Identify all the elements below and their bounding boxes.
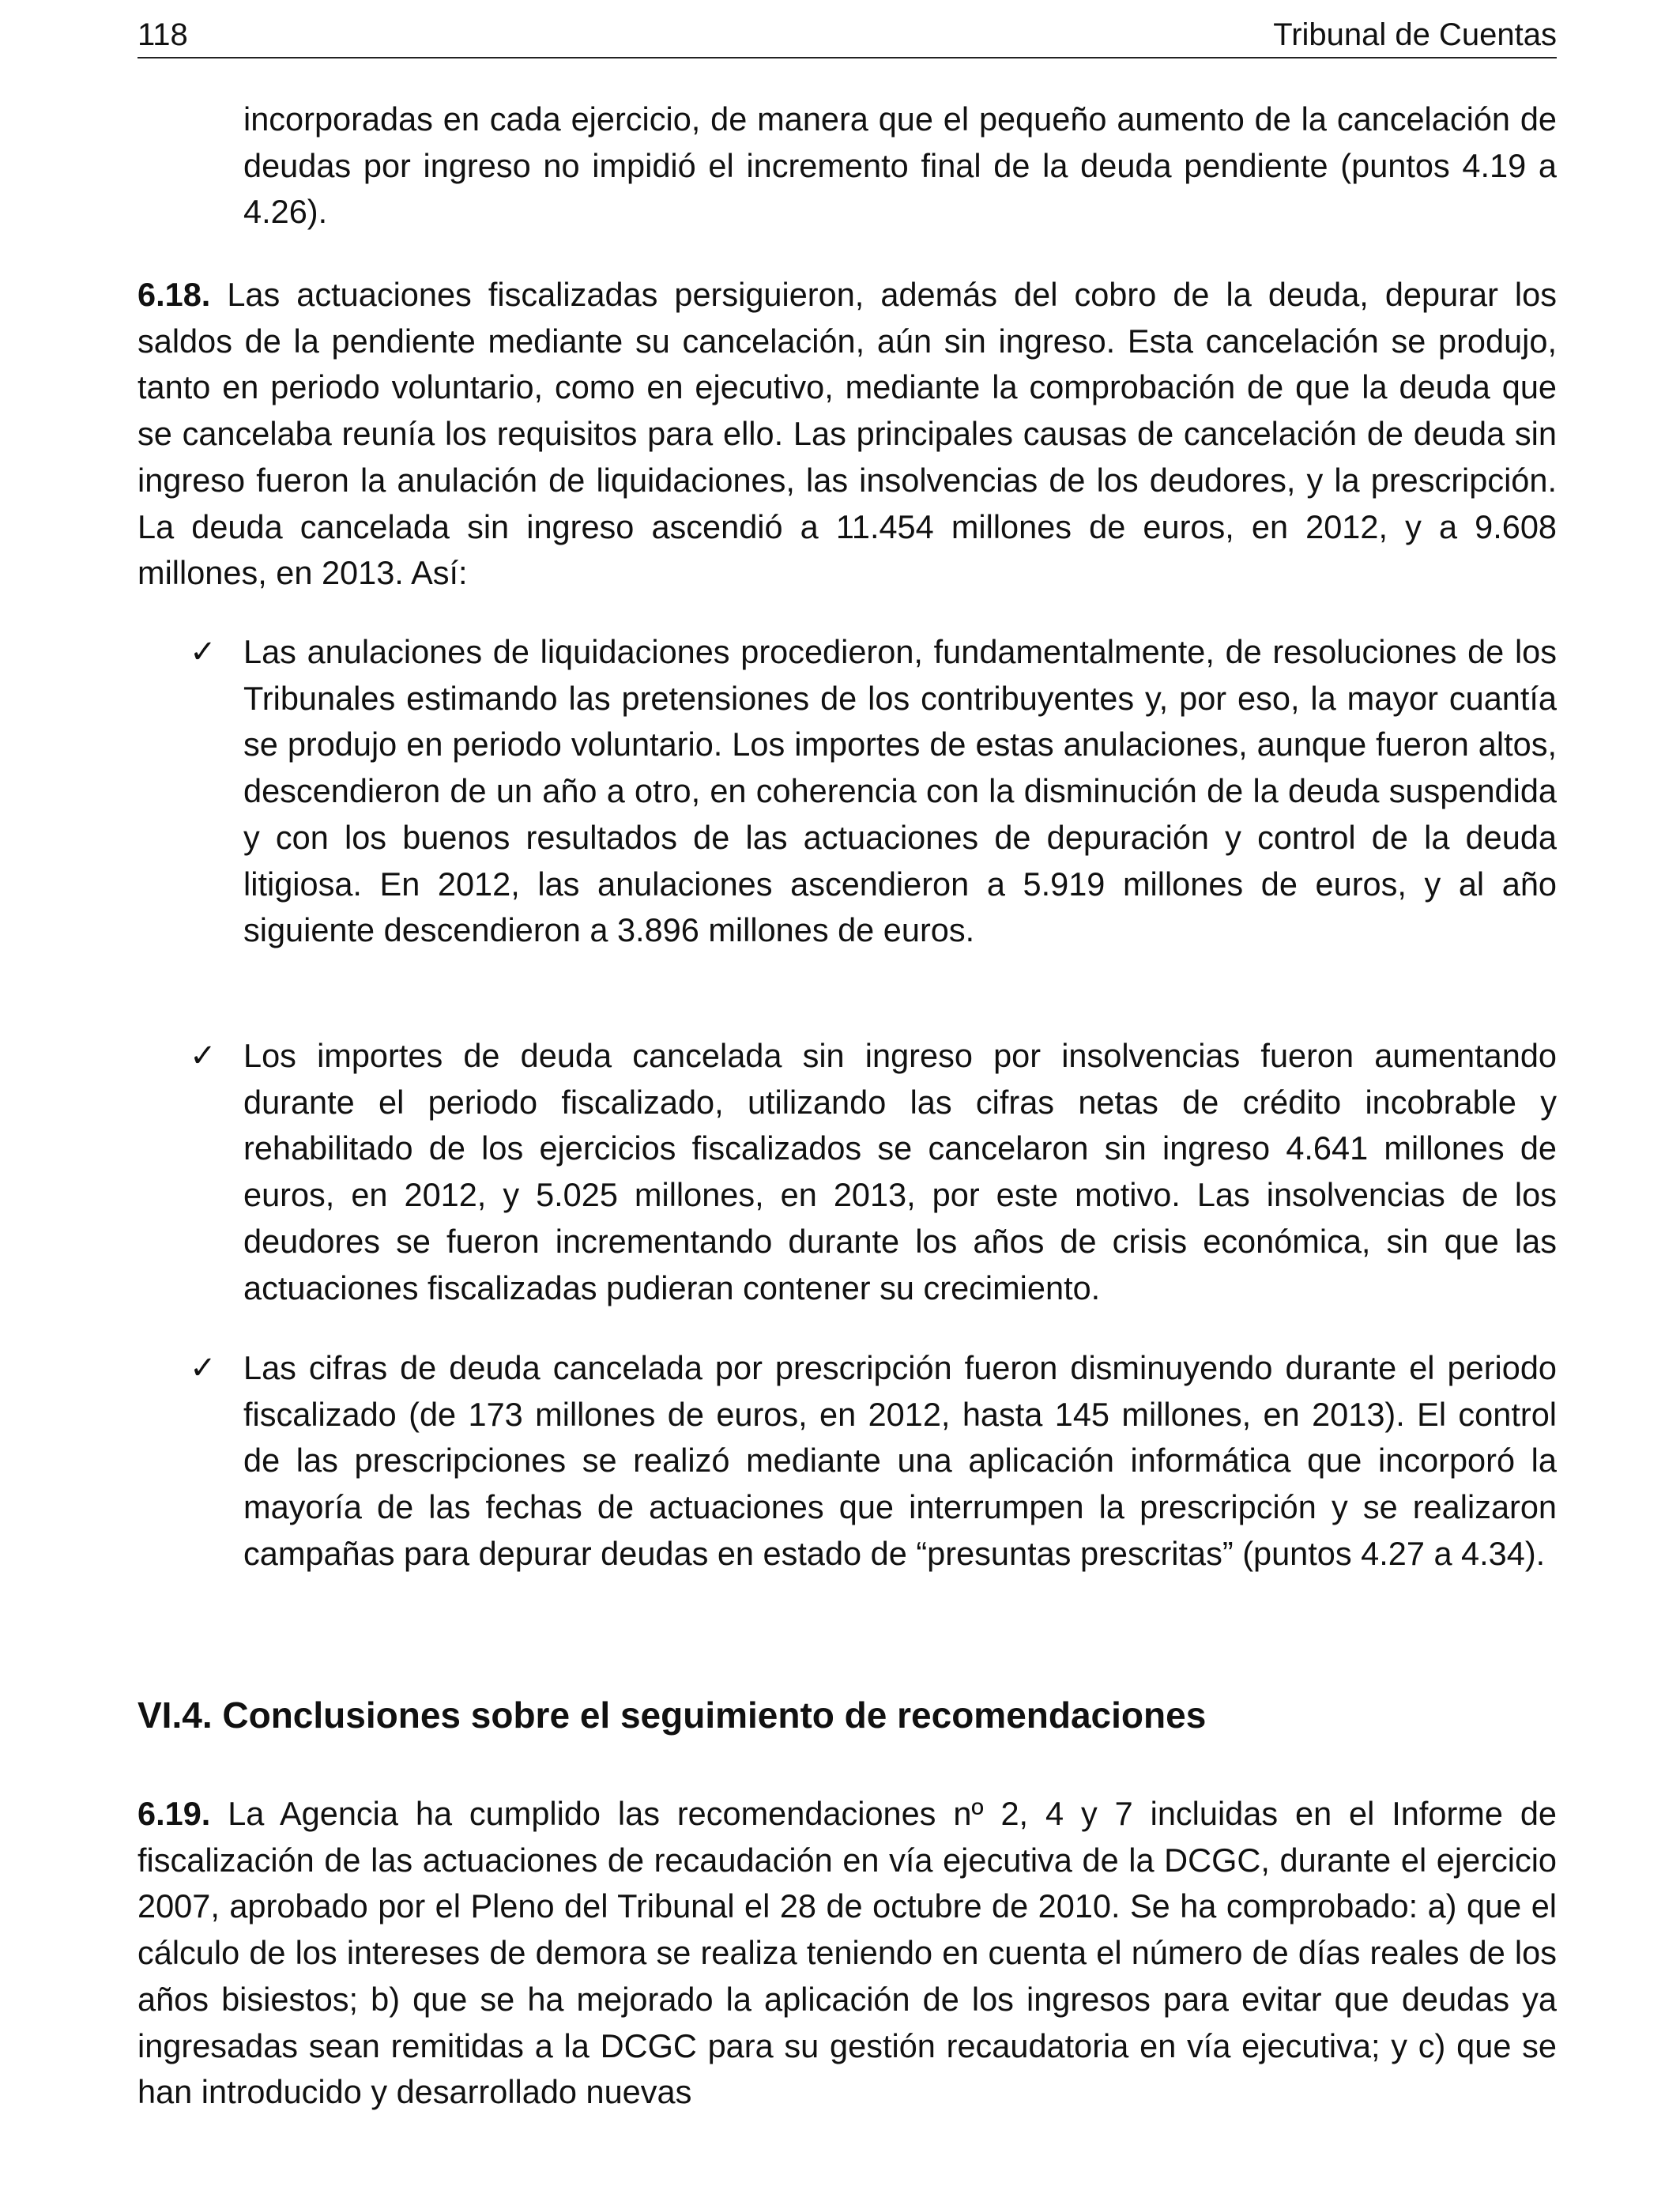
- page-header: [137, 14, 1557, 58]
- bullet-item: Los importes de deuda cancelada sin ingreso por insolvencias fueron aumentando durante el periodo fiscalizado, utilizando las cifras netas de crédito incobrable y rehabilitado de los ejercicios fiscalizados se cancelaron sin ingreso 4.641 millones de euros, en 2012, y 5.025 millones, en 2013, por este motivo. Las insolvencias de los deudores se fueron incrementando durante los años de crisis económica, sin que las actuaciones fiscalizadas pudieran contener su crecimiento.: [243, 1037, 1557, 1306]
- paragraph-number: 6.18.: [137, 276, 211, 313]
- checkmark-icon: ✓: [190, 1351, 217, 1385]
- paragraph-6-18: [137, 272, 1557, 597]
- page-number: 118: [137, 17, 188, 52]
- paragraph-text: La Agencia ha cumplido las recomendaciones nº 2, 4 y 7 incluidas en el Informe de fiscalización de las actuaciones de recaudación en vía ejecutiva de la DCGC, durante el ejercicio 2007, aprobado por el Pleno del Tribunal el 28 de octubre de 2010. Se ha comprobado: a) que el cálculo de los intereses de demora se realiza teniendo en cuenta el número de días reales de los años bisiestos; b) que se ha mejorado la aplicación de los ingresos para evitar que deudas ya ingresadas sean remitidas a la DCGC para su gestión recaudatoria en vía ejecutiva; y c) que se han introducido y desarrollado nuevas: [137, 1795, 1557, 2111]
- running-title: Tribunal de Cuentas: [1273, 17, 1557, 52]
- paragraph-6-19: [137, 1791, 1557, 2116]
- continuation-paragraph: incorporadas en cada ejercicio, de manera que el pequeño aumento de la cancelación de deudas por ingreso no impidió el incremento final de la deuda pendiente (puntos 4.19 a 4.26).: [243, 100, 1557, 231]
- checkmark-icon: ✓: [190, 635, 217, 669]
- bullet-item: Las anulaciones de liquidaciones procedieron, fundamentalmente, de resoluciones de los Tribunales estimando las pretensiones de los contribuyentes y, por eso, la mayor cuantía se produjo en periodo voluntario. Los importes de estas anulaciones, aunque fueron altos, descendieron de un año a otro, en coherencia con la disminución de la deuda suspendida y con los buenos resultados de las actuaciones de depuración y control de la deuda litigiosa. En 2012, las anulaciones ascendieron a 5.919 millones de euros, y al año siguiente descendieron a 3.896 millones de euros.: [243, 633, 1557, 949]
- paragraph-text: Las actuaciones fiscalizadas persiguieron, además del cobro de la deuda, depurar los saldos de la pendiente mediante su cancelación, aún sin ingreso. Esta cancelación se produjo, tanto en periodo voluntario, como en ejecutivo, mediante la comprobación de que la deuda que se cancelaba reunía los requisitos para ello. Las principales causas de cancelación de deuda sin ingreso fueron la anulación de liquidaciones, las insolvencias de los deudores, y la prescripción. La deuda cancelada sin ingreso ascendió a 11.454 millones de euros, en 2012, y a 9.608 millones, en 2013. Así:: [137, 276, 1557, 592]
- paragraph-number: 6.19.: [137, 1795, 211, 1832]
- section-heading: VI.4. Conclusiones sobre el seguimiento de recomendaciones: [137, 1695, 1207, 1736]
- bullet-item: Las cifras de deuda cancelada por prescripción fueron disminuyendo durante el periodo fiscalizado (de 173 millones de euros, en 2012, hasta 145 millones, en 2013). El control de las prescripciones se realizó mediante una aplicación informática que incorporó la mayoría de las fechas de actuaciones que interrumpen la prescripción y se realizaron campañas para depurar deudas en estado de “presuntas prescritas” (puntos 4.27 a 4.34).: [243, 1349, 1557, 1572]
- checkmark-icon: ✓: [190, 1039, 217, 1073]
